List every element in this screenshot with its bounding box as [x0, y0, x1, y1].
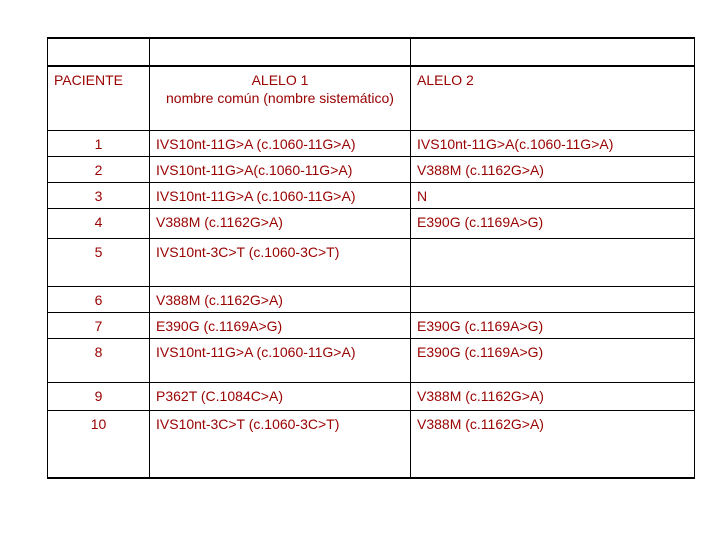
patient-cell: 9 [48, 382, 150, 410]
patient-cell: 4 [48, 208, 150, 238]
allele2-cell: V388M (c.1162G>A) [411, 156, 695, 182]
blank-row [48, 38, 695, 66]
allele2-cell: N [411, 182, 695, 208]
allele1-cell: V388M (c.1162G>A) [150, 208, 411, 238]
blank-cell [411, 38, 695, 66]
allele1-cell: V388M (c.1162G>A) [150, 286, 411, 312]
header-patient: PACIENTE [48, 66, 150, 130]
blank-cell [48, 38, 150, 66]
header-allele1-title: ALELO 1 [251, 72, 309, 88]
table-row [48, 312, 695, 338]
header-allele2: ALELO 2 [411, 66, 695, 130]
patient-cell: 3 [48, 182, 150, 208]
patient-cell: 1 [48, 130, 150, 156]
allele2-cell: V388M (c.1162G>A) [411, 410, 695, 478]
table-row [48, 338, 695, 382]
table-row [48, 156, 695, 182]
allele2-cell [411, 286, 695, 312]
header-allele1 [150, 66, 411, 130]
patient-cell: 7 [48, 312, 150, 338]
patient-cell: 2 [48, 156, 150, 182]
patient-cell: 5 [48, 238, 150, 286]
table-row [48, 238, 695, 286]
allele2-cell: E390G (c.1169A>G) [411, 208, 695, 238]
allele2-cell [411, 238, 695, 286]
allele1-cell: IVS10nt-11G>A (c.1060-11G>A) [150, 130, 411, 156]
allele2-cell: E390G (c.1169A>G) [411, 312, 695, 338]
table-row [48, 286, 695, 312]
table-row [48, 382, 695, 410]
patient-cell: 10 [48, 410, 150, 478]
table-row [48, 410, 695, 478]
allele1-cell: P362T (C.1084C>A) [150, 382, 411, 410]
allele1-cell: IVS10nt-11G>A (c.1060-11G>A) [150, 182, 411, 208]
allele1-cell: IVS10nt-3C>T (c.1060-3C>T) [150, 410, 411, 478]
allele1-cell: IVS10nt-11G>A (c.1060-11G>A) [150, 338, 411, 382]
blank-cell [150, 38, 411, 66]
patient-cell: 8 [48, 338, 150, 382]
table-row [48, 182, 695, 208]
patient-cell: 6 [48, 286, 150, 312]
allele2-cell: IVS10nt-11G>A(c.1060-11G>A) [411, 130, 695, 156]
allele1-cell: IVS10nt-11G>A(c.1060-11G>A) [150, 156, 411, 182]
allele2-cell: V388M (c.1162G>A) [411, 382, 695, 410]
header-row [48, 66, 695, 130]
table-row [48, 130, 695, 156]
header-allele1-subtitle: nombre común (nombre sistemático) [166, 90, 394, 106]
allele2-cell: E390G (c.1169A>G) [411, 338, 695, 382]
table-row [48, 208, 695, 238]
allele1-cell: IVS10nt-3C>T (c.1060-3C>T) [150, 238, 411, 286]
allele1-cell: E390G (c.1169A>G) [150, 312, 411, 338]
allele-table [47, 37, 695, 479]
